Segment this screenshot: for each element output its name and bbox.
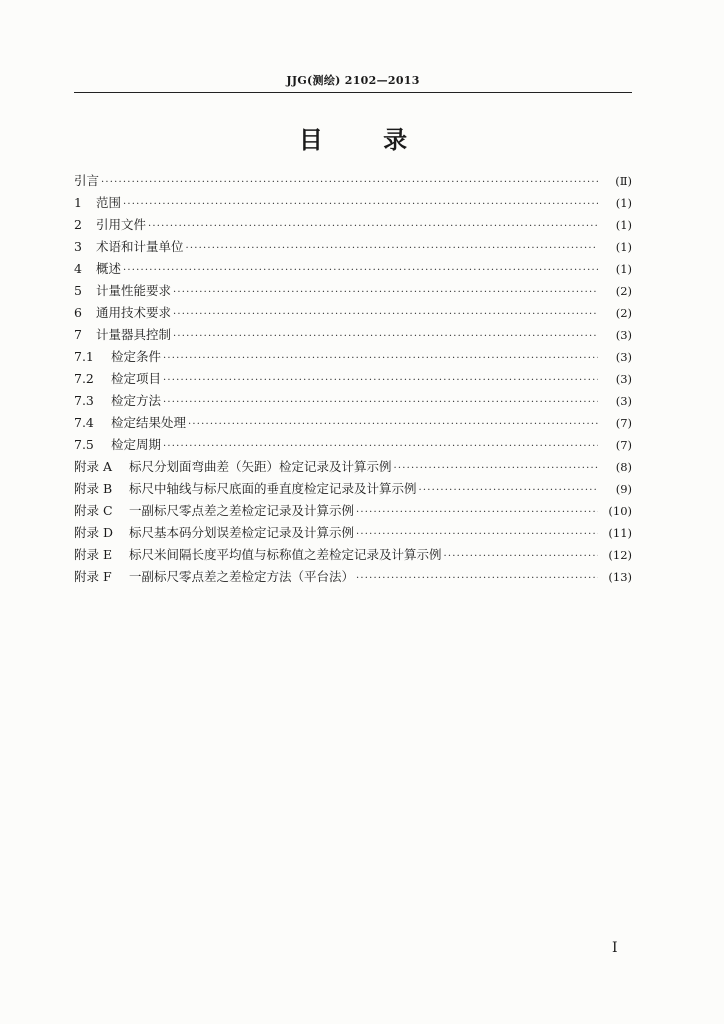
toc-entry-appendix-e: [74, 544, 632, 566]
toc-entry-5: [74, 280, 632, 302]
toc-label: 检定项目: [111, 371, 162, 386]
toc-number: 7.2: [74, 371, 94, 386]
toc-label: 检定周期: [111, 437, 162, 452]
dot-leader: [356, 522, 598, 544]
toc-label: 标尺米间隔长度平均值与标称值之差检定记录及计算示例: [129, 547, 442, 562]
toc-entry-appendix-b: [74, 478, 632, 500]
dot-leader: [163, 390, 598, 412]
toc-number: 附录 D: [74, 525, 113, 540]
toc-number: 7.5: [74, 437, 94, 452]
toc-number: 4: [74, 261, 82, 276]
toc-entry-appendix-f: [74, 566, 632, 588]
toc-label: 通用技术要求: [96, 305, 172, 320]
toc-entry-foreword: [74, 170, 632, 192]
toc-entry-appendix-a: [74, 456, 632, 478]
toc-page: (1): [615, 262, 632, 276]
toc-page: (3): [615, 328, 632, 342]
toc-page: (3): [615, 372, 632, 386]
toc-entry-7-3: [74, 390, 632, 412]
toc-label: 标尺分划面弯曲差（矢距）检定记录及计算示例: [129, 459, 392, 474]
running-header: JJG(测绘) 2102—2013: [286, 74, 420, 87]
toc-number: 附录 E: [74, 547, 113, 562]
toc-page: (3): [615, 350, 632, 364]
toc-label: 标尺中轴线与标尺底面的垂直度检定记录及计算示例: [129, 481, 417, 496]
toc-number: 附录 B: [74, 481, 113, 496]
dot-leader: [173, 324, 598, 346]
toc-number: 3: [74, 239, 82, 254]
toc-label: 计量性能要求: [96, 283, 172, 298]
dot-leader: [419, 478, 598, 500]
toc-label: 检定方法: [111, 393, 162, 408]
toc-entry-7-4: [74, 412, 632, 434]
toc-page: (Ⅱ): [615, 174, 632, 188]
toc-page: (3): [615, 394, 632, 408]
toc-page: (2): [615, 284, 632, 298]
dot-leader: [173, 302, 598, 324]
toc-page: (1): [615, 218, 632, 232]
toc-number: 附录 C: [74, 503, 113, 518]
toc-page: (2): [615, 306, 632, 320]
toc-label: 检定条件: [111, 349, 162, 364]
toc-page: (1): [615, 196, 632, 210]
toc-entry-appendix-c: [74, 500, 632, 522]
toc-page: (9): [615, 482, 632, 496]
toc-number: 附录 F: [74, 569, 112, 584]
toc-entry-7-2: [74, 368, 632, 390]
toc-label: 引用文件: [96, 217, 147, 232]
header-rule: [74, 92, 632, 93]
dot-leader: [123, 258, 598, 280]
toc-label: 概述: [96, 261, 122, 276]
dot-leader: [356, 566, 598, 588]
toc-number: 5: [74, 283, 82, 298]
toc-label: 范围: [96, 195, 122, 210]
dot-leader: [356, 500, 598, 522]
toc-page: (1): [615, 240, 632, 254]
dot-leader: [123, 192, 598, 214]
toc-label: 引言: [74, 173, 100, 188]
dot-leader: [101, 170, 598, 192]
toc-label: 标尺基本码分划误差检定记录及计算示例: [129, 525, 355, 540]
dot-leader: [186, 236, 598, 258]
toc-number: 附录 A: [74, 459, 113, 474]
toc-entry-7-1: [74, 346, 632, 368]
toc-label: 术语和计量单位: [96, 239, 184, 254]
toc-number: 1: [74, 195, 82, 210]
toc-entry-2: [74, 214, 632, 236]
dot-leader: [148, 214, 598, 236]
dot-leader: [163, 434, 598, 456]
toc-entry-appendix-d: [74, 522, 632, 544]
toc-number: 7.3: [74, 393, 94, 408]
toc-entry-6: [74, 302, 632, 324]
toc-label: 一副标尺零点差之差检定记录及计算示例: [129, 503, 355, 518]
dot-leader: [163, 368, 598, 390]
toc-entry-7: [74, 324, 632, 346]
toc-page: (7): [615, 416, 632, 430]
dot-leader: [444, 544, 598, 566]
toc-page: (10): [608, 504, 632, 518]
dot-leader: [173, 280, 598, 302]
toc-page: (11): [608, 526, 632, 540]
toc-label: 检定结果处理: [111, 415, 187, 430]
toc-entry-1: [74, 192, 632, 214]
toc-page: (8): [615, 460, 632, 474]
dot-leader: [394, 456, 598, 478]
dot-leader: [163, 346, 598, 368]
toc-page: (12): [608, 548, 632, 562]
dot-leader: [188, 412, 598, 434]
toc-number: 7.4: [74, 415, 94, 430]
toc-entry-3: [74, 236, 632, 258]
toc-number: 6: [74, 305, 82, 320]
table-of-contents: [74, 170, 632, 588]
toc-label: 一副标尺零点差之差检定方法（平台法）: [129, 569, 355, 584]
toc-label: 计量器具控制: [96, 327, 172, 342]
toc-entry-7-5: [74, 434, 632, 456]
toc-entry-4: [74, 258, 632, 280]
toc-page: (7): [615, 438, 632, 452]
toc-number: 7: [74, 327, 82, 342]
page-number: I: [612, 940, 618, 956]
page-title: 目 录: [298, 126, 408, 154]
toc-number: 2: [74, 217, 82, 232]
toc-number: 7.1: [74, 349, 94, 364]
toc-page: (13): [608, 570, 632, 584]
